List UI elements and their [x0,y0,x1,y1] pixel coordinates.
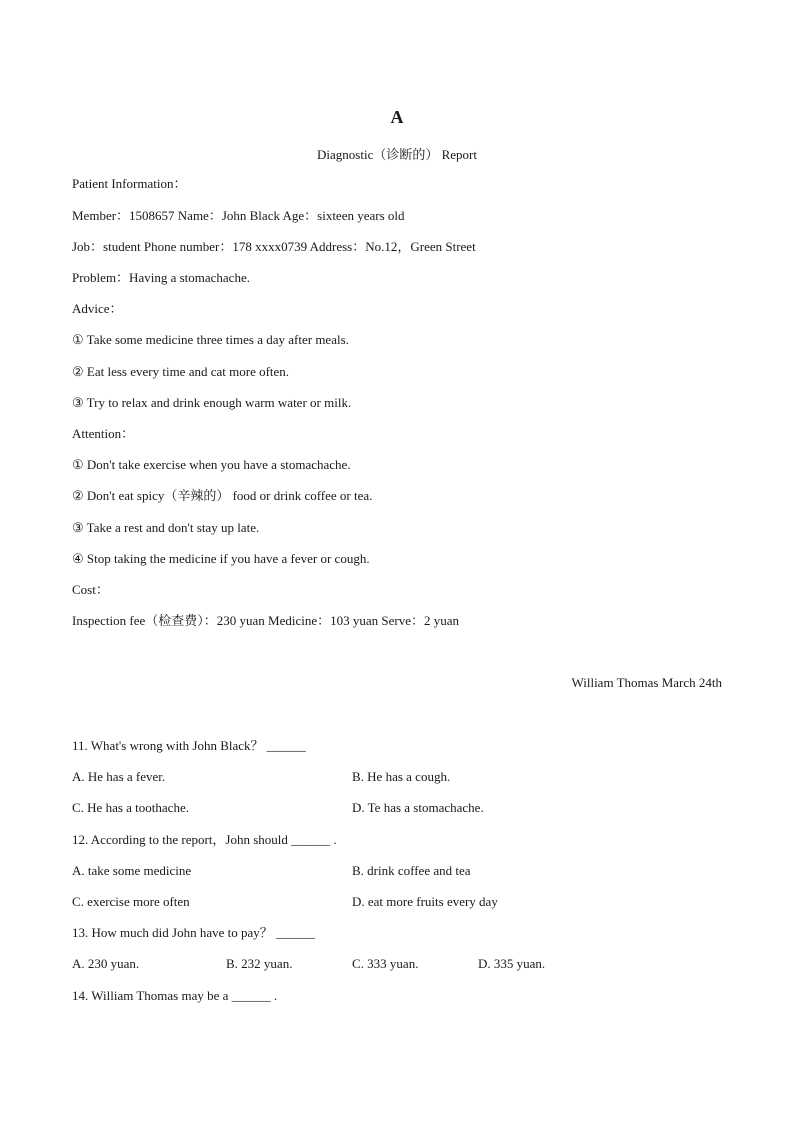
passage-heading: A [390,107,404,127]
attention-item: ③ Take a rest and don't stay up late. [72,520,260,535]
advice-item: ① Take some medicine three times a day after meals. [72,332,349,347]
member-line: Member：1508657 Name：John Black Age：sixteen years old [72,208,405,223]
attention-item: ② Don't eat spicy（辛辣的） food or drink coffee or tea. [72,488,373,503]
cost-line: Inspection fee（检查费）：230 yuan Medicine：103 yuan Serve：2 yuan [72,613,460,628]
problem-line: Problem：Having a stomachache. [72,270,250,285]
advice-label: Advice： [72,301,123,316]
patient-info-label: Patient Information： [72,176,187,191]
attention-item: ① Don't take exercise when you have a stomachache. [72,457,351,472]
option-d: D. Te has a stomachache. [352,800,484,815]
option-b: B. drink coffee and tea [352,863,471,878]
cost-label: Cost： [72,582,109,597]
question-stem: 13. How much did John have to pay？ ______ [72,925,316,940]
attention-label: Attention： [72,426,135,441]
question-stem: 14. William Thomas may be a ______ . [72,988,278,1003]
option-c: C. He has a toothache. [72,800,189,815]
question-stem: 12. According to the report，John should ______ . [72,832,337,847]
option-a: A. take some medicine [72,863,192,878]
option-b: B. 232 yuan. [226,956,293,971]
option-c: C. exercise more often [72,894,190,909]
option-d: D. eat more fruits every day [352,894,498,909]
option-b: B. He has a cough. [352,769,451,784]
option-a: A. 230 yuan. [72,956,140,971]
attention-item: ④ Stop taking the medicine if you have a fever or cough. [72,551,370,566]
job-line: Job：student Phone number：178 xxxx0739 Address：No.12，Green Street [72,239,476,254]
signature-line: William Thomas March 24th [571,675,722,690]
question-stem: 11. What's wrong with John Black？ ______ [72,738,306,753]
option-d: D. 335 yuan. [478,956,546,971]
option-a: A. He has a fever. [72,769,166,784]
option-c: C. 333 yuan. [352,956,419,971]
advice-item: ② Eat less every time and cat more often. [72,364,290,379]
report-title: Diagnostic（诊断的） Report [317,147,477,162]
advice-item: ③ Try to relax and drink enough warm water or milk. [72,395,352,410]
